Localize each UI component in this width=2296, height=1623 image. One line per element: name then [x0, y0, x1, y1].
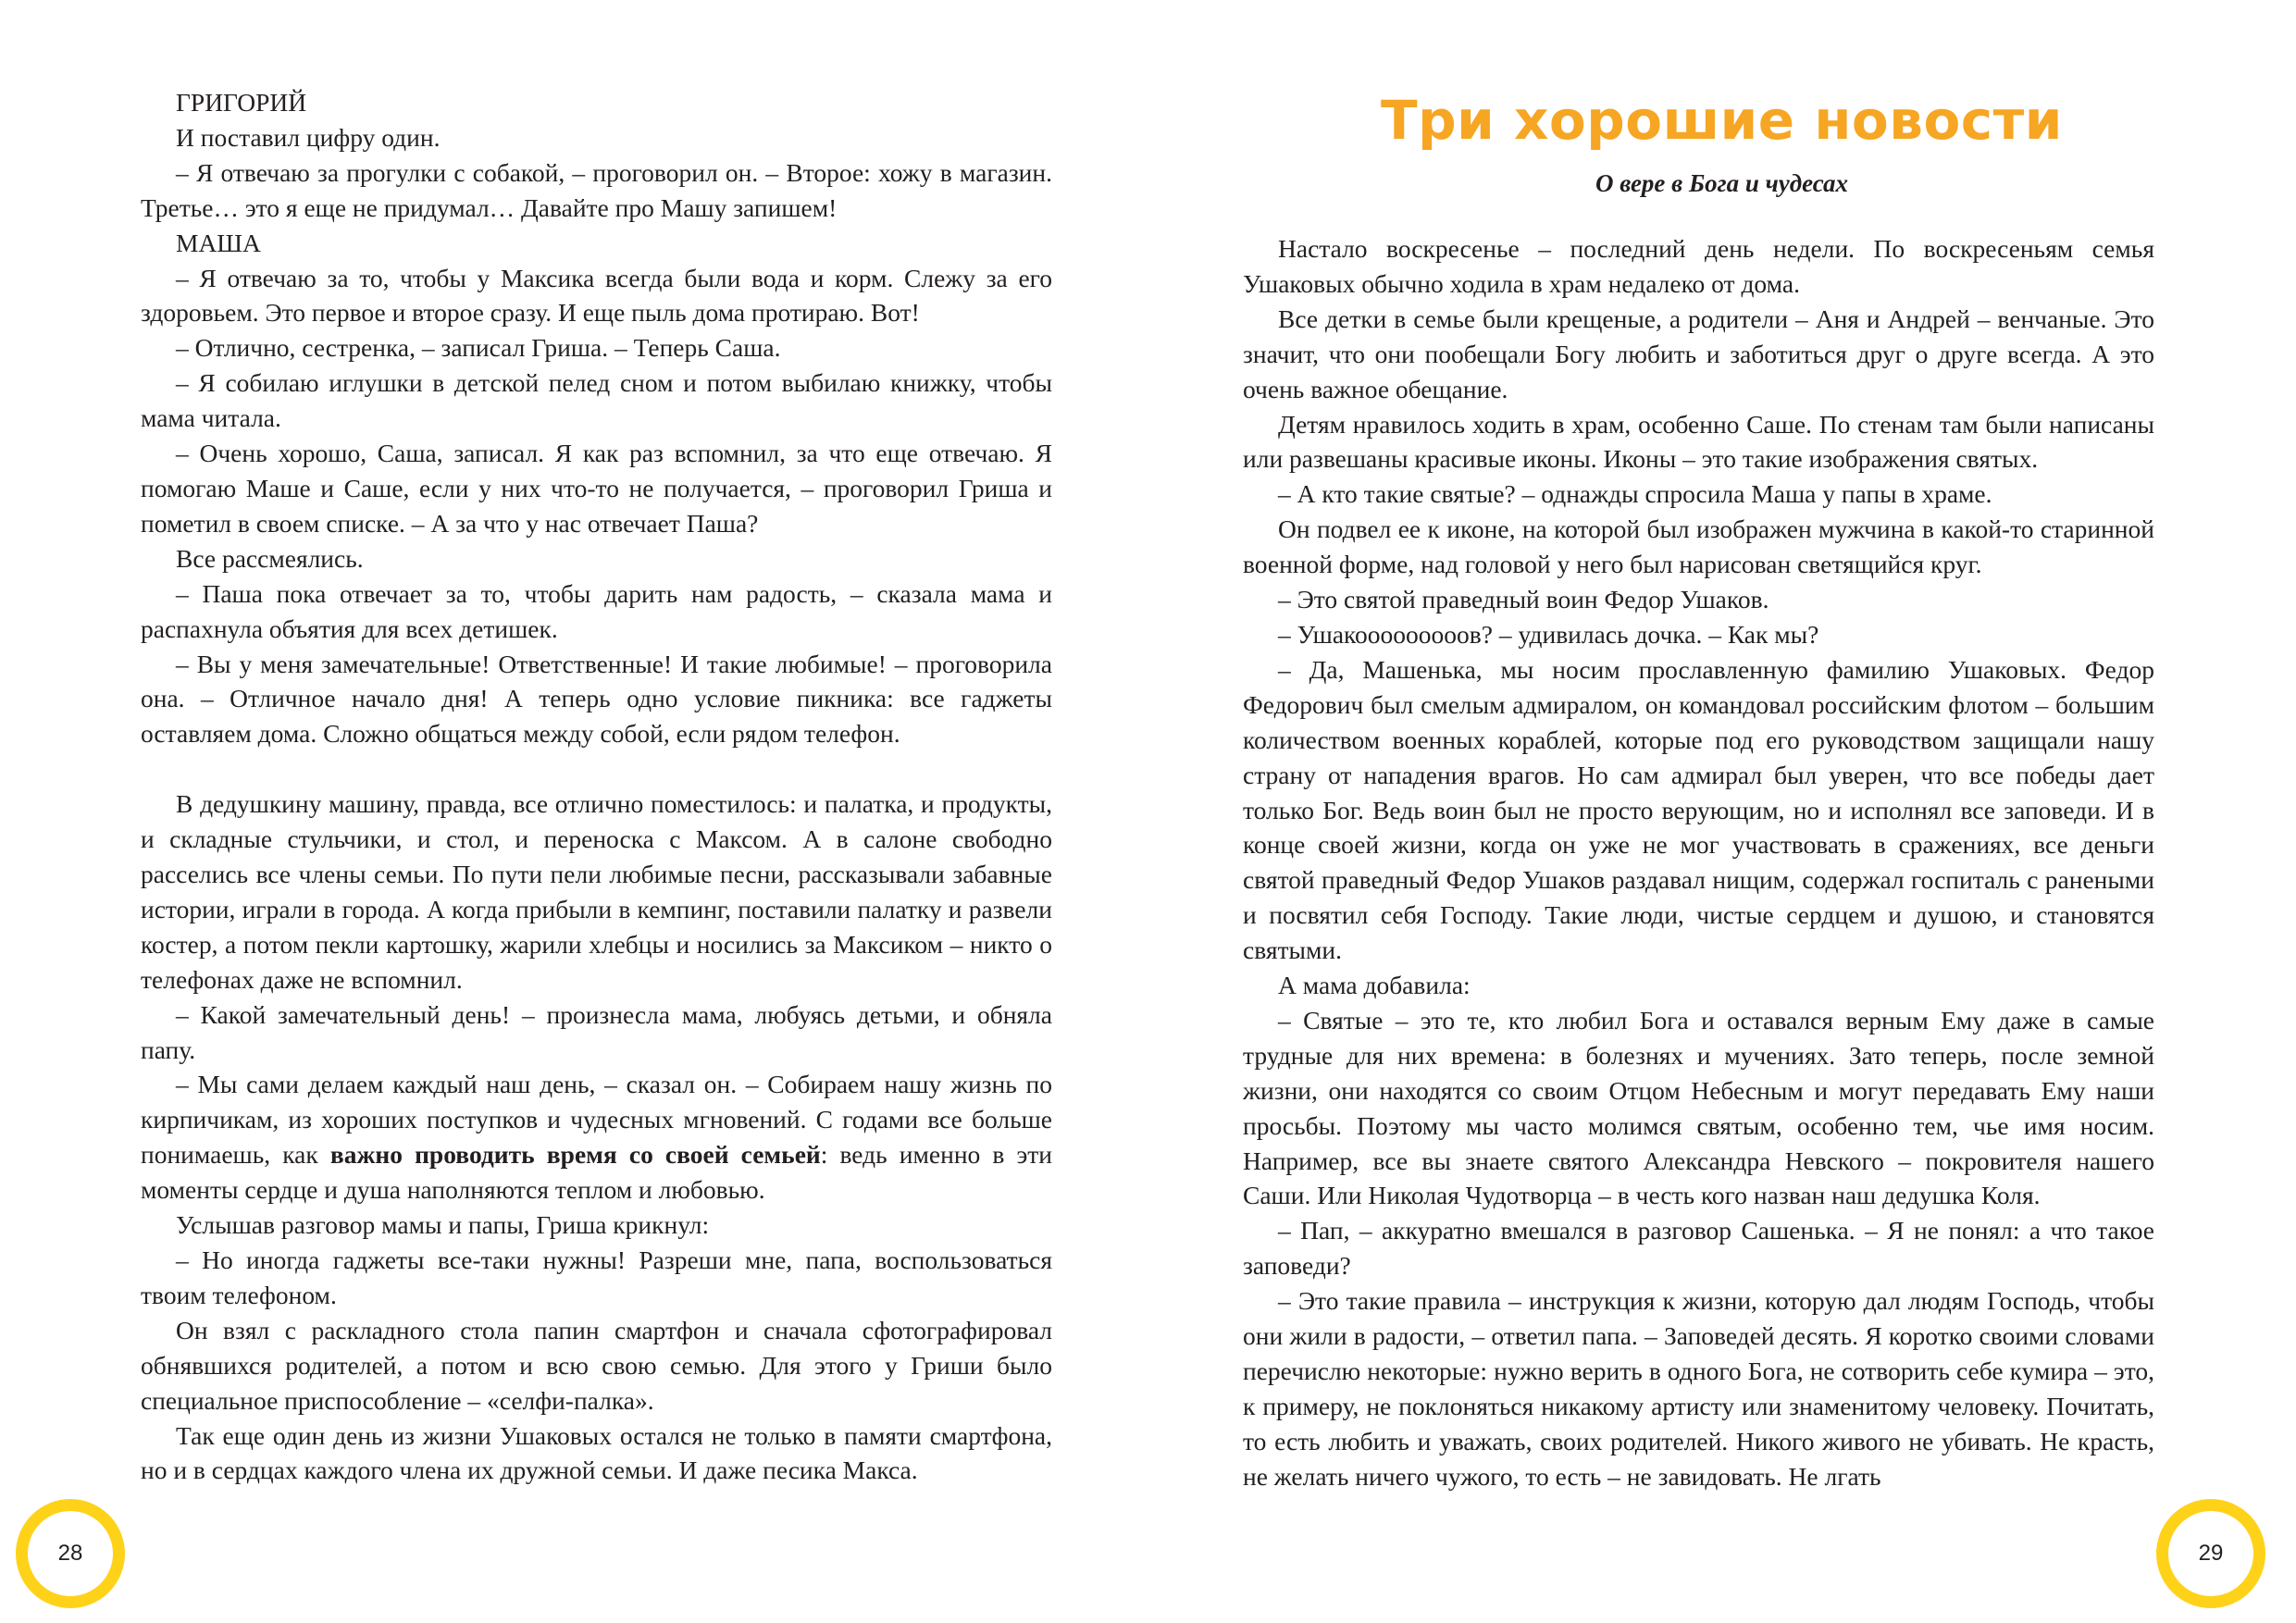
- right-page: [1148, 0, 2296, 1623]
- page-number-badge: [2156, 1499, 2265, 1608]
- paragraph: – Я отвечаю за прогулки с собакой, – проговорил он. – Второе: хожу в магазин. Третье… это я еще не придумал… Давайте про Машу запишем!: [141, 157, 1052, 222]
- paragraph: – Я отвечаю за то, чтобы у Максика всегда были вода и корм. Слежу за его здоровьем. Это первое и второе сразу. И еще пыль дома протираю. Вот!: [141, 263, 1052, 328]
- paragraph: В дедушкину машину, правда, все отлично поместилось: и палатка, и продукты, и складные стульчики, и стол, и переноска с Максом. А в салоне свободно расселись все члены семьи. По пути пели любимые песни, рассказывали забавные истории, играли в города. А когда прибыли в кемпинг, поставили палатку и развели костер, а потом пекли картошку, жарили хлебцы и носились за Максиком – никто о телефонах даже не вспомнил.: [141, 789, 1052, 994]
- paragraph: Он взял с раскладного стола папин смартфон и сначала сфотографировал обнявшихся родителей, а потом и всю свою семью. Для этого у Гриши было специальное приспособление – «селфи-палка».: [141, 1315, 1052, 1415]
- paragraph: – Это святой праведный воин Федор Ушаков.: [1278, 585, 1769, 614]
- chapter-subtitle: О вере в Бога и чудесах: [1595, 169, 1849, 197]
- bold-phrase: важно проводить время со своей семьей: [329, 1140, 821, 1170]
- paragraph: – Да, Машенька, мы носим прославленную фамилию Ушаковых. Федор Федорович был смелым адмиралом, он командовал российским флотом – большим количеством военных кораблей, которые под его руководством защищали нашу страну от нападения врагов. Но сам адмирал был уверен, что все победы дает только Бог. Ведь воин был не просто верующим, но и исполнял все заповеди. И в конце своей жизни, когда он уже не мог участвовать в сражениях, все деньги святой праведный Федор Ушаков раздавал нищим, содержал госпиталь с ранеными и посвятил себя Господу. Такие люди, чистые сердцем и душою, и становятся святыми.: [1243, 654, 2154, 965]
- paragraph: – А кто такие святые? – однажды спросила Маша у папы в храме.: [1278, 479, 1992, 509]
- speaker-label: ГРИГОРИЙ: [176, 88, 307, 117]
- paragraph: – Святые – это те, кто любил Бога и оставался верным Ему даже в самые трудные для них времена: в болезнях и мучениях. Зато теперь, после земной жизни, они находятся со своим Отцом Небесным и могут передавать Ему наши просьбы. Поэтому мы часто молимся святым, особенно тем, чье имя носим. Например, все вы знаете святого Александра Невского – покровителя нашего Саши. Или Николая Чудотворца – в честь кого назван наш дедушка Коля.: [1243, 1005, 2154, 1210]
- right-page-text: [1243, 231, 2154, 1494]
- paragraph: А мама добавила:: [1278, 971, 1471, 1000]
- paragraph: И поставил цифру один.: [176, 122, 441, 152]
- paragraph: Так еще один день из жизни Ушаковых остался не только в памяти смартфона, но и в сердцах каждого члена их дружной семьи. И даже песика Макса.: [141, 1420, 1052, 1485]
- section-gap: [141, 751, 1052, 787]
- paragraph: – Паша пока отвечает за то, чтобы дарить нам радость, – сказала мама и распахнула объятия для всех детишек.: [141, 578, 1052, 643]
- paragraph: Все рассмеялись.: [176, 543, 364, 573]
- paragraph: Детям нравилось ходить в храм, особенно Саше. По стенам там были написаны или развешаны красивые иконы. Иконы – это такие изображения святых.: [1243, 409, 2154, 474]
- paragraph: – Очень хорошо, Саша, записал. Я как раз вспомнил, за что еще отвечаю. Я помогаю Маше и Саше, если у них что-то не получается, – проговорил Гриша и пометил в своем списке. – А за что у нас отвечает Паша?: [141, 439, 1052, 538]
- paragraph: – Вы у меня замечательные! Ответственные! И такие любимые! – проговорила она. – Отличное начало дня! А теперь одно условие пикника: все гаджеты оставляем дома. Сложно общаться между собой, если рядом телефон.: [141, 649, 1052, 749]
- paragraph: – Пап, – аккуратно вмешался в разговор Сашенька. – Я не понял: а что такое заповеди?: [1243, 1216, 2154, 1281]
- paragraph: Настало воскресенье – последний день недели. По воскресеньям семья Ушаковых обычно ходила в храм недалеко от дома.: [1243, 234, 2154, 298]
- speaker-label: МАША: [176, 228, 261, 257]
- paragraph: Все детки в семье были крещеные, а родители – Аня и Андрей – венчаные. Это значит, что они пообещали Богу любить и заботиться друг о друге всегда. А это очень важное обещание.: [1243, 304, 2154, 403]
- paragraph-text: : ведь именно в эти моменты сердце и душа наполняются теплом и любовью.: [141, 1140, 1053, 1205]
- paragraph: – Это такие правила – инструкция к жизни, которую дал людям Господь, чтобы они жили в радости, – ответил папа. – Заповедей десять. Я коротко своими словами перечислю некоторые: нужно верить в одного Бога, не сотворить себе кумира – это, к примеру, не поклоняться никакому артисту или знаменитому человеку. Почитать, то есть любить и уважать, своих родителей. Никого живого не убивать. Не красть, не желать ничего чужого, то есть – не завидовать. Не лгать: [1243, 1286, 2154, 1491]
- paragraph: Он подвел ее к иконе, на которой был изображен мужчина в какой-то старинной военной форме, над головой у него был нарисован светящийся круг.: [1243, 514, 2154, 579]
- paragraph: – Ушакооооооооов? – удивилась дочка. – Как мы?: [1278, 619, 1819, 649]
- paragraph: – Но иногда гаджеты все-таки нужны! Разреши мне, папа, воспользоваться твоим телефоном.: [141, 1245, 1052, 1309]
- paragraph: – Отлично, сестренка, – записал Гриша. – Теперь Саша.: [176, 333, 781, 363]
- page-number: 28: [57, 1541, 83, 1566]
- left-page-text: [141, 85, 1052, 1488]
- paragraph-text: – Мы сами делаем каждый наш день, – сказал он. – Собираем нашу жизнь по кирпичикам, из хороших поступков и чудесных мгновений. С годами все больше понимаешь, как: [141, 1070, 1052, 1170]
- paragraph: [141, 1067, 1052, 1208]
- paragraph: – Какой замечательный день! – произнесла мама, любуясь детьми, и обняла папу.: [141, 999, 1052, 1064]
- paragraph: – Я собилаю иглушки в детской пелед сном и потом выбилаю книжку, чтобы мама читала.: [141, 368, 1052, 433]
- page-number: 29: [2198, 1541, 2224, 1566]
- paragraph: Услышав разговор мамы и папы, Гриша крикнул:: [176, 1210, 710, 1240]
- page-number-badge: [16, 1499, 125, 1608]
- chapter-title: Три хорошие новости: [1381, 89, 2063, 152]
